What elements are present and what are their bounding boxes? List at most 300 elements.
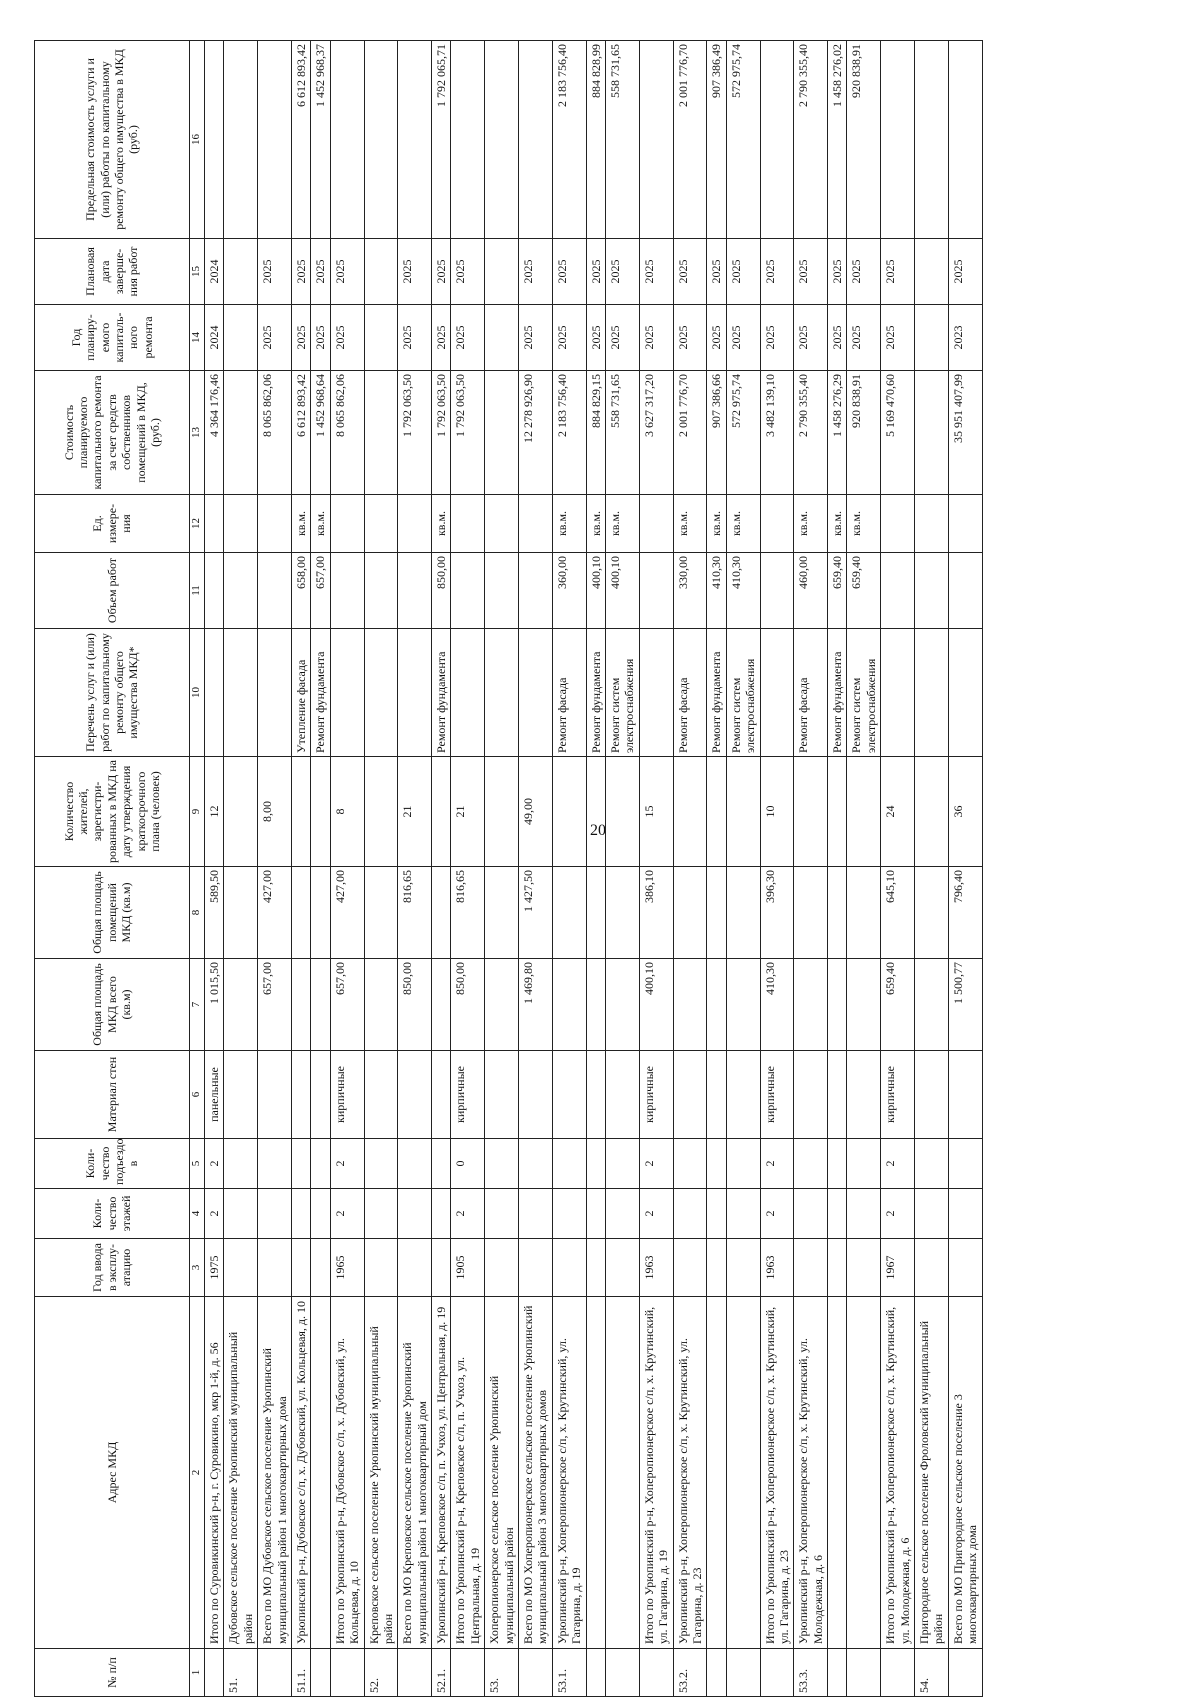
table-cell — [364, 867, 398, 959]
table-cell: 884 828,99 — [586, 41, 605, 239]
table-cell: 1 792 065,71 — [432, 41, 451, 239]
table-row — [291, 41, 310, 1697]
table-cell — [707, 1297, 726, 1649]
table-cell: 2025 — [519, 305, 553, 371]
table-cell — [291, 757, 310, 867]
table-cell: Урюпинский р-н, Хоперопионерское с/п, х. Крутинский, ул. Гагарина, д. 19 — [552, 1297, 586, 1649]
table-cell: 2 — [881, 1139, 915, 1189]
table-cell — [552, 1189, 586, 1239]
table-cell — [451, 41, 485, 239]
table-cell — [639, 629, 673, 757]
table-cell: 2025 — [311, 305, 330, 371]
table-cell — [485, 1139, 519, 1189]
table-cell: 15 — [639, 757, 673, 867]
table-cell — [224, 553, 258, 629]
table-cell: 2025 — [847, 305, 881, 371]
table-cell — [519, 495, 553, 553]
table-cell: 2 183 756,40 — [552, 41, 586, 239]
table-cell: 1 792 063,50 — [451, 371, 485, 495]
table-cell — [364, 959, 398, 1051]
table-cell — [552, 1139, 586, 1189]
table-cell: 2025 — [760, 239, 794, 305]
table-cell: 659,40 — [828, 553, 847, 629]
table-cell: 12 — [205, 757, 224, 867]
table-cell — [915, 1239, 949, 1297]
table-row — [726, 41, 760, 1697]
table-cell — [364, 629, 398, 757]
table-cell: 2025 — [673, 239, 707, 305]
table-cell: 54. — [915, 1649, 949, 1697]
table-cell: 1 427,50 — [519, 867, 553, 959]
table-cell: 1 792 063,50 — [432, 371, 451, 495]
table-cell — [794, 867, 828, 959]
table-cell — [828, 959, 847, 1051]
table-cell: 1967 — [881, 1239, 915, 1297]
column-header: Плановая дата заверше-ния работ — [35, 239, 190, 305]
table-cell: 330,00 — [673, 553, 707, 629]
table-cell: 2025 — [291, 239, 310, 305]
table-cell: 396,30 — [760, 867, 794, 959]
table-cell: 53.3. — [794, 1649, 828, 1697]
table-cell — [330, 495, 364, 553]
table-cell — [639, 1649, 673, 1697]
table-cell — [311, 1051, 330, 1139]
table-cell — [258, 495, 292, 553]
table-cell — [726, 1051, 760, 1139]
table-cell: Ремонт фундамента — [311, 629, 330, 757]
table-cell — [224, 757, 258, 867]
table-cell — [432, 1189, 451, 1239]
table-row — [847, 41, 881, 1697]
table-cell: кв.м. — [605, 495, 639, 553]
table-cell — [586, 757, 605, 867]
column-index: 11 — [190, 553, 205, 629]
table-row — [794, 41, 828, 1697]
table-cell — [915, 959, 949, 1051]
table-cell — [364, 495, 398, 553]
table-cell — [485, 629, 519, 757]
table-cell — [311, 757, 330, 867]
table-cell: Ремонт фасада — [673, 629, 707, 757]
table-cell: Креповское сельское поселение Урюпинский муниципальный район — [364, 1297, 398, 1649]
table-cell — [451, 1649, 485, 1697]
table-cell — [881, 495, 915, 553]
table-cell — [673, 1239, 707, 1297]
table-cell — [485, 757, 519, 867]
table-cell: 884 829,15 — [586, 371, 605, 495]
table-cell — [673, 1051, 707, 1139]
table-row — [485, 41, 519, 1697]
table-cell: 8 065 862,06 — [258, 371, 292, 495]
table-cell — [364, 1189, 398, 1239]
table-cell — [485, 305, 519, 371]
column-header: Стоимость планируемого капитального ремонта за счет средств собственников помещений в МКД, (руб.) — [35, 371, 190, 495]
table-cell: кв.м. — [311, 495, 330, 553]
table-cell: 1 452 968,64 — [311, 371, 330, 495]
table-cell — [760, 495, 794, 553]
table-cell — [948, 1239, 982, 1297]
table-cell: 53.2. — [673, 1649, 707, 1697]
table-cell: 2 — [639, 1189, 673, 1239]
table-cell: кв.м. — [432, 495, 451, 553]
table-cell: 400,10 — [639, 959, 673, 1051]
table-cell: Всего по МО Дубовское сельское поселение Урюпинский муниципальный район 1 многоквартирных дома — [258, 1297, 292, 1649]
table-cell: Утепление фасада — [291, 629, 310, 757]
table-cell — [847, 1189, 881, 1239]
table-cell — [519, 1051, 553, 1139]
table-cell — [948, 1649, 982, 1697]
table-cell: Итого по Урюпинский р-н, Хоперопионерское с/п, х. Крутинский, ул. Гагарина, д. 19 — [639, 1297, 673, 1649]
table-row — [948, 41, 982, 1697]
table-cell: 658,00 — [291, 553, 310, 629]
table-cell: Урюпинский р-н, Дубовское с/п, х. Дубовский, ул. Кольцевая, д. 10 — [291, 1297, 310, 1649]
table-cell: 4 364 176,46 — [205, 371, 224, 495]
table-cell: кирпичные — [639, 1051, 673, 1139]
table-cell — [291, 1139, 310, 1189]
table-cell: 51. — [224, 1649, 258, 1697]
table-cell — [224, 371, 258, 495]
table-cell: 1 792 063,50 — [398, 371, 432, 495]
table-cell: 2025 — [398, 305, 432, 371]
table-cell — [519, 1189, 553, 1239]
table-cell — [398, 1051, 432, 1139]
table-cell — [364, 239, 398, 305]
table-cell — [398, 1239, 432, 1297]
table-cell — [828, 1139, 847, 1189]
table-cell — [948, 1139, 982, 1189]
table-cell: 2025 — [586, 305, 605, 371]
table-cell — [605, 1139, 639, 1189]
table-cell: 2025 — [639, 239, 673, 305]
table-cell: 2025 — [311, 239, 330, 305]
table-cell: 2 790 355,40 — [794, 41, 828, 239]
table-cell: 3 627 317,20 — [639, 371, 673, 495]
table-cell: 572 975,74 — [726, 41, 760, 239]
table-cell — [915, 553, 949, 629]
table-cell: 53.1. — [552, 1649, 586, 1697]
table-cell — [726, 959, 760, 1051]
table-cell — [605, 1051, 639, 1139]
table-cell — [726, 1649, 760, 1697]
table-cell — [915, 867, 949, 959]
table-cell: 2024 — [205, 239, 224, 305]
table-cell — [760, 41, 794, 239]
table-cell: 2025 — [726, 239, 760, 305]
column-header: Коли-чество подъездо в — [35, 1139, 190, 1189]
table-cell: 0 — [451, 1139, 485, 1189]
table-cell — [760, 629, 794, 757]
table-cell: 410,30 — [707, 553, 726, 629]
table-cell: Итого по Урюпинский р-н, Креповское с/п, п. Учхоз, ул. Центральная, д. 19 — [451, 1297, 485, 1649]
table-cell: Всего по МО Креповское сельское поселение Урюпинский муниципальный район 1 многоквартирный дом — [398, 1297, 432, 1649]
table-cell: 850,00 — [398, 959, 432, 1051]
table-cell — [364, 1139, 398, 1189]
table-cell — [673, 959, 707, 1051]
table-cell: 2025 — [552, 305, 586, 371]
table-cell — [915, 239, 949, 305]
table-cell — [828, 1649, 847, 1697]
table-cell — [485, 239, 519, 305]
column-index: 14 — [190, 305, 205, 371]
table-cell — [915, 495, 949, 553]
table-row — [205, 41, 224, 1697]
table-cell — [224, 1239, 258, 1297]
table-cell: 410,30 — [726, 553, 760, 629]
table-cell — [915, 305, 949, 371]
page-number: 20 — [590, 822, 606, 839]
column-index: 4 — [190, 1189, 205, 1239]
table-cell — [586, 867, 605, 959]
table-cell — [519, 1139, 553, 1189]
table-cell: 1 015,50 — [205, 959, 224, 1051]
table-cell — [291, 867, 310, 959]
table-cell — [828, 867, 847, 959]
table-cell: 2025 — [605, 239, 639, 305]
table-cell — [205, 495, 224, 553]
table-cell: 2 — [451, 1189, 485, 1239]
table-cell: 2025 — [794, 305, 828, 371]
table-cell — [586, 1189, 605, 1239]
table-cell: 558 731,65 — [605, 371, 639, 495]
table-cell — [205, 1649, 224, 1697]
table-cell — [330, 553, 364, 629]
table-cell: 2025 — [291, 305, 310, 371]
table-cell: 49,00 — [519, 757, 553, 867]
table-cell — [794, 959, 828, 1051]
table-cell: 659,40 — [881, 959, 915, 1051]
table-cell — [915, 1139, 949, 1189]
column-header: Ед. измере-ния — [35, 495, 190, 553]
table-cell: 2 — [205, 1139, 224, 1189]
table-cell — [605, 867, 639, 959]
table-cell: Урюпинский р-н, Креповское с/п, п. Учхоз, ул. Центральная, д. 19 — [432, 1297, 451, 1649]
table-cell — [291, 959, 310, 1051]
table-cell — [519, 629, 553, 757]
table-cell: 2025 — [794, 239, 828, 305]
table-cell: Ремонт систем электроснабжения — [726, 629, 760, 757]
table-cell: 1975 — [205, 1239, 224, 1297]
table-cell: Итого по Суровикинский р-н, г. Суровикино, мкр 1-й, д. 56 — [205, 1297, 224, 1649]
table-cell — [707, 1239, 726, 1297]
table-cell — [915, 1051, 949, 1139]
table-cell: 400,10 — [586, 553, 605, 629]
table-cell: 657,00 — [330, 959, 364, 1051]
table-cell: 2 — [760, 1189, 794, 1239]
table-cell: 2025 — [398, 239, 432, 305]
table-cell — [707, 1139, 726, 1189]
table-cell — [432, 757, 451, 867]
table-cell: 816,65 — [451, 867, 485, 959]
table-cell: 2 183 756,40 — [552, 371, 586, 495]
table-cell — [519, 1649, 553, 1697]
table-cell — [760, 1649, 794, 1697]
table-cell — [726, 867, 760, 959]
table-cell — [258, 1051, 292, 1139]
column-header: Адрес МКД — [35, 1297, 190, 1649]
table-cell — [398, 1189, 432, 1239]
table-cell — [948, 553, 982, 629]
table-cell — [485, 959, 519, 1051]
table-cell — [847, 867, 881, 959]
table-cell: 1963 — [639, 1239, 673, 1297]
column-index: 13 — [190, 371, 205, 495]
table-cell — [586, 1297, 605, 1649]
table-cell — [519, 553, 553, 629]
column-header: Коли-чество этажей — [35, 1189, 190, 1239]
column-index: 1 — [190, 1649, 205, 1697]
table-cell — [432, 959, 451, 1051]
table-cell — [485, 371, 519, 495]
table-cell — [639, 553, 673, 629]
table-cell — [915, 1189, 949, 1239]
table-cell: 52.1. — [432, 1649, 451, 1697]
column-index: 10 — [190, 629, 205, 757]
table-cell: 1905 — [451, 1239, 485, 1297]
table-row — [432, 41, 451, 1697]
table-cell — [586, 1239, 605, 1297]
table-cell — [673, 757, 707, 867]
column-header: Общая площадь помещений МКД (кв.м) — [35, 867, 190, 959]
table-cell: Всего по МО Пригородное сельское поселение 3 многоквартирных дома — [948, 1297, 982, 1649]
table-row — [915, 41, 949, 1697]
table-cell — [915, 629, 949, 757]
table-cell: 2025 — [726, 305, 760, 371]
table-cell: 53. — [485, 1649, 519, 1697]
table-cell: 816,65 — [398, 867, 432, 959]
rotated-table-area — [34, 41, 1130, 1697]
table-cell: 51.1. — [291, 1649, 310, 1697]
table-cell — [258, 1189, 292, 1239]
table-cell: 427,00 — [330, 867, 364, 959]
table-cell: 400,10 — [605, 553, 639, 629]
table-cell — [605, 1297, 639, 1649]
table-cell — [311, 867, 330, 959]
table-cell: кв.м. — [586, 495, 605, 553]
table-row — [258, 41, 292, 1697]
table-cell: 410,30 — [760, 959, 794, 1051]
column-index: 16 — [190, 41, 205, 239]
table-cell — [224, 239, 258, 305]
table-cell: Итого по Урюпинский р-н, Хоперопионерское с/п, х. Крутинский, ул. Гагарина, д. 23 — [760, 1297, 794, 1649]
table-cell: 2 — [330, 1189, 364, 1239]
table-cell: 2025 — [881, 305, 915, 371]
table-cell: 796,40 — [948, 867, 982, 959]
table-cell: Ремонт фундамента — [707, 629, 726, 757]
table-cell: 1 452 968,37 — [311, 41, 330, 239]
table-cell: 1 458 276,02 — [828, 41, 847, 239]
table-cell: 427,00 — [258, 867, 292, 959]
table-cell: 8,00 — [258, 757, 292, 867]
table-cell: 657,00 — [311, 553, 330, 629]
table-cell: 2025 — [673, 305, 707, 371]
table-cell — [794, 1189, 828, 1239]
table-cell — [364, 41, 398, 239]
table-cell — [258, 629, 292, 757]
table-cell: кв.м. — [291, 495, 310, 553]
table-cell: 6 612 893,42 — [291, 41, 310, 239]
table-cell — [364, 553, 398, 629]
table-cell — [432, 867, 451, 959]
table-cell — [291, 1189, 310, 1239]
table-cell — [586, 1051, 605, 1139]
table-cell: 850,00 — [432, 553, 451, 629]
table-cell — [948, 495, 982, 553]
table-cell — [881, 41, 915, 239]
table-row — [224, 41, 258, 1697]
table-cell — [794, 1051, 828, 1139]
table-cell: 3 482 139,10 — [760, 371, 794, 495]
table-cell: 10 — [760, 757, 794, 867]
repair-plan-table — [34, 40, 983, 1697]
table-cell: 12 278 926,90 — [519, 371, 553, 495]
table-cell — [258, 1649, 292, 1697]
table-cell — [224, 41, 258, 239]
table-cell — [258, 1139, 292, 1189]
table-body — [205, 41, 983, 1697]
table-cell — [586, 1649, 605, 1697]
table-cell — [552, 867, 586, 959]
table-cell — [311, 1239, 330, 1297]
table-cell — [330, 1649, 364, 1697]
table-cell: 21 — [451, 757, 485, 867]
table-cell — [828, 1189, 847, 1239]
table-cell — [948, 629, 982, 757]
table-cell — [451, 629, 485, 757]
column-index: 6 — [190, 1051, 205, 1139]
table-cell — [881, 553, 915, 629]
table-cell: 2025 — [552, 239, 586, 305]
table-cell — [552, 959, 586, 1051]
table-cell: 645,10 — [881, 867, 915, 959]
column-header: Предельная стоимость услуги и (или) работы по капитальному ремонту общего имущества в МКД (руб.) — [35, 41, 190, 239]
table-cell: Итого по Урюпинский р-н, Хоперопионерское с/п, х. Крутинский, ул. Молодежная, д. 6 — [881, 1297, 915, 1649]
table-cell — [311, 1649, 330, 1697]
table-cell — [828, 1297, 847, 1649]
table-row — [311, 41, 330, 1697]
table-cell — [760, 553, 794, 629]
table-cell — [519, 41, 553, 239]
table-cell: 659,40 — [847, 553, 881, 629]
table-cell — [707, 1189, 726, 1239]
table-cell: 2 — [205, 1189, 224, 1239]
table-cell: 2025 — [707, 239, 726, 305]
table-cell: Ремонт фундамента — [828, 629, 847, 757]
table-cell: кв.м. — [847, 495, 881, 553]
table-cell — [432, 1051, 451, 1139]
table-cell — [364, 305, 398, 371]
table-cell: 2025 — [258, 305, 292, 371]
table-cell: кв.м. — [726, 495, 760, 553]
table-cell: 2024 — [205, 305, 224, 371]
table-cell — [605, 959, 639, 1051]
table-cell: 2 001 776,70 — [673, 371, 707, 495]
table-cell: 2025 — [847, 239, 881, 305]
table-cell — [552, 757, 586, 867]
table-cell — [432, 1239, 451, 1297]
table-cell — [311, 1297, 330, 1649]
table-cell: 2 — [760, 1139, 794, 1189]
table-cell — [485, 41, 519, 239]
column-index: 15 — [190, 239, 205, 305]
table-cell — [205, 41, 224, 239]
table-cell — [485, 1239, 519, 1297]
table-cell — [552, 1051, 586, 1139]
table-row — [760, 41, 794, 1697]
table-cell — [451, 495, 485, 553]
table-cell — [311, 1189, 330, 1239]
column-index: 5 — [190, 1139, 205, 1189]
table-cell — [673, 1139, 707, 1189]
